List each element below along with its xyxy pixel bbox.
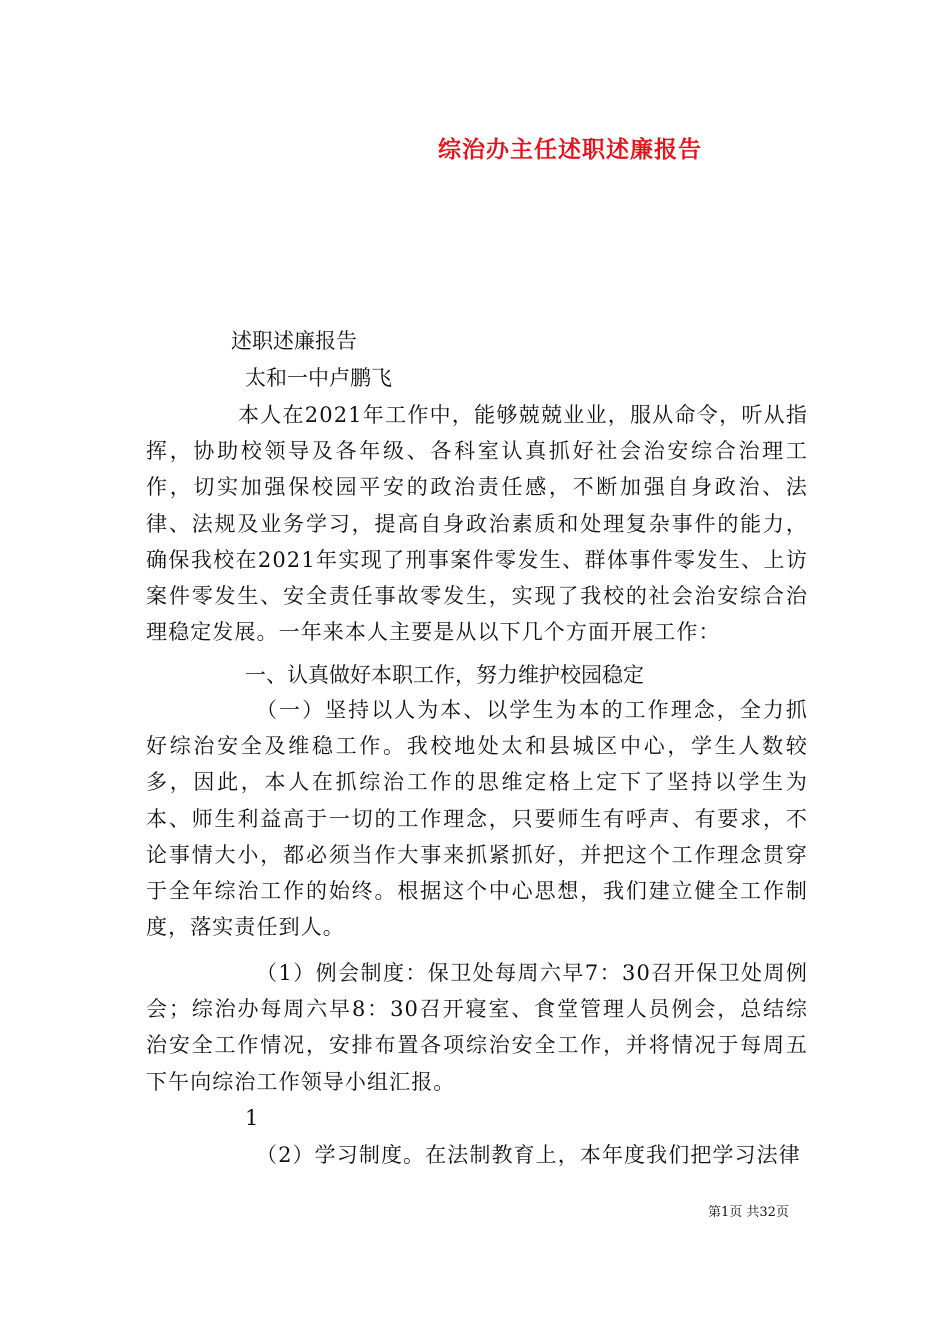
report-heading: 述职述廉报告 xyxy=(231,329,357,353)
paragraph-meeting-system: （1）例会制度：保卫处每周六早7：30召开保卫处周例会；综治办每周六早8：30召开寝室、食堂管理人员例会，总结综治安全工作情况，安排布置各项综治安全工作，并将情况于每周五下午向综治工作领导小组汇报。 xyxy=(146,961,808,1094)
paragraph-section-1-1: （一）坚持以人为本、以学生为本的工作理念，全力抓好综治安全及维稳工作。我校地处太和县城区中心，学生人数较多，因此，本人在抓综治工作的思维定格上定下了坚持以学生为本、师生利益高于一切的工作理念，只要师生有呼声、有要求，不论事情大小，都必须当作大事来抓紧抓好，并把这个工作理念贯穿于全年综治工作的始终。根据这个中心思想，我们建立健全工作制度，落实责任到人。 xyxy=(146,698,808,940)
author-line: 太和一中卢鹏飞 xyxy=(245,366,392,390)
inline-page-number: 1 xyxy=(245,1106,259,1130)
document-title: 综治办主任述职述廉报告 xyxy=(438,136,702,163)
page-footer: 第1页 共32页 xyxy=(708,1205,789,1220)
paragraph-study-system: （2）学习制度。在法制教育上，本年度我们把学习法律 xyxy=(256,1143,801,1167)
paragraph-intro: 本人在2021年工作中，能够兢兢业业，服从命令，听从指挥，协助校领导及各年级、各科室认真抓好社会治安综合治理工作，切实加强保校园平安的政治责任感，不断加强自身政治、法律、法规及业务学习，提高自身政治素质和处理复杂事件的能力，确保我校在2021年实现了刑事案件零发生、群体事件零发生、上访案件零发生、安全责任事故零发生，实现了我校的社会治安综合治理稳定发展。一年来本人主要是从以下几个方面开展工作： xyxy=(146,403,808,645)
section-heading-1: 一、认真做好本职工作，努力维护校园稳定 xyxy=(245,663,644,687)
